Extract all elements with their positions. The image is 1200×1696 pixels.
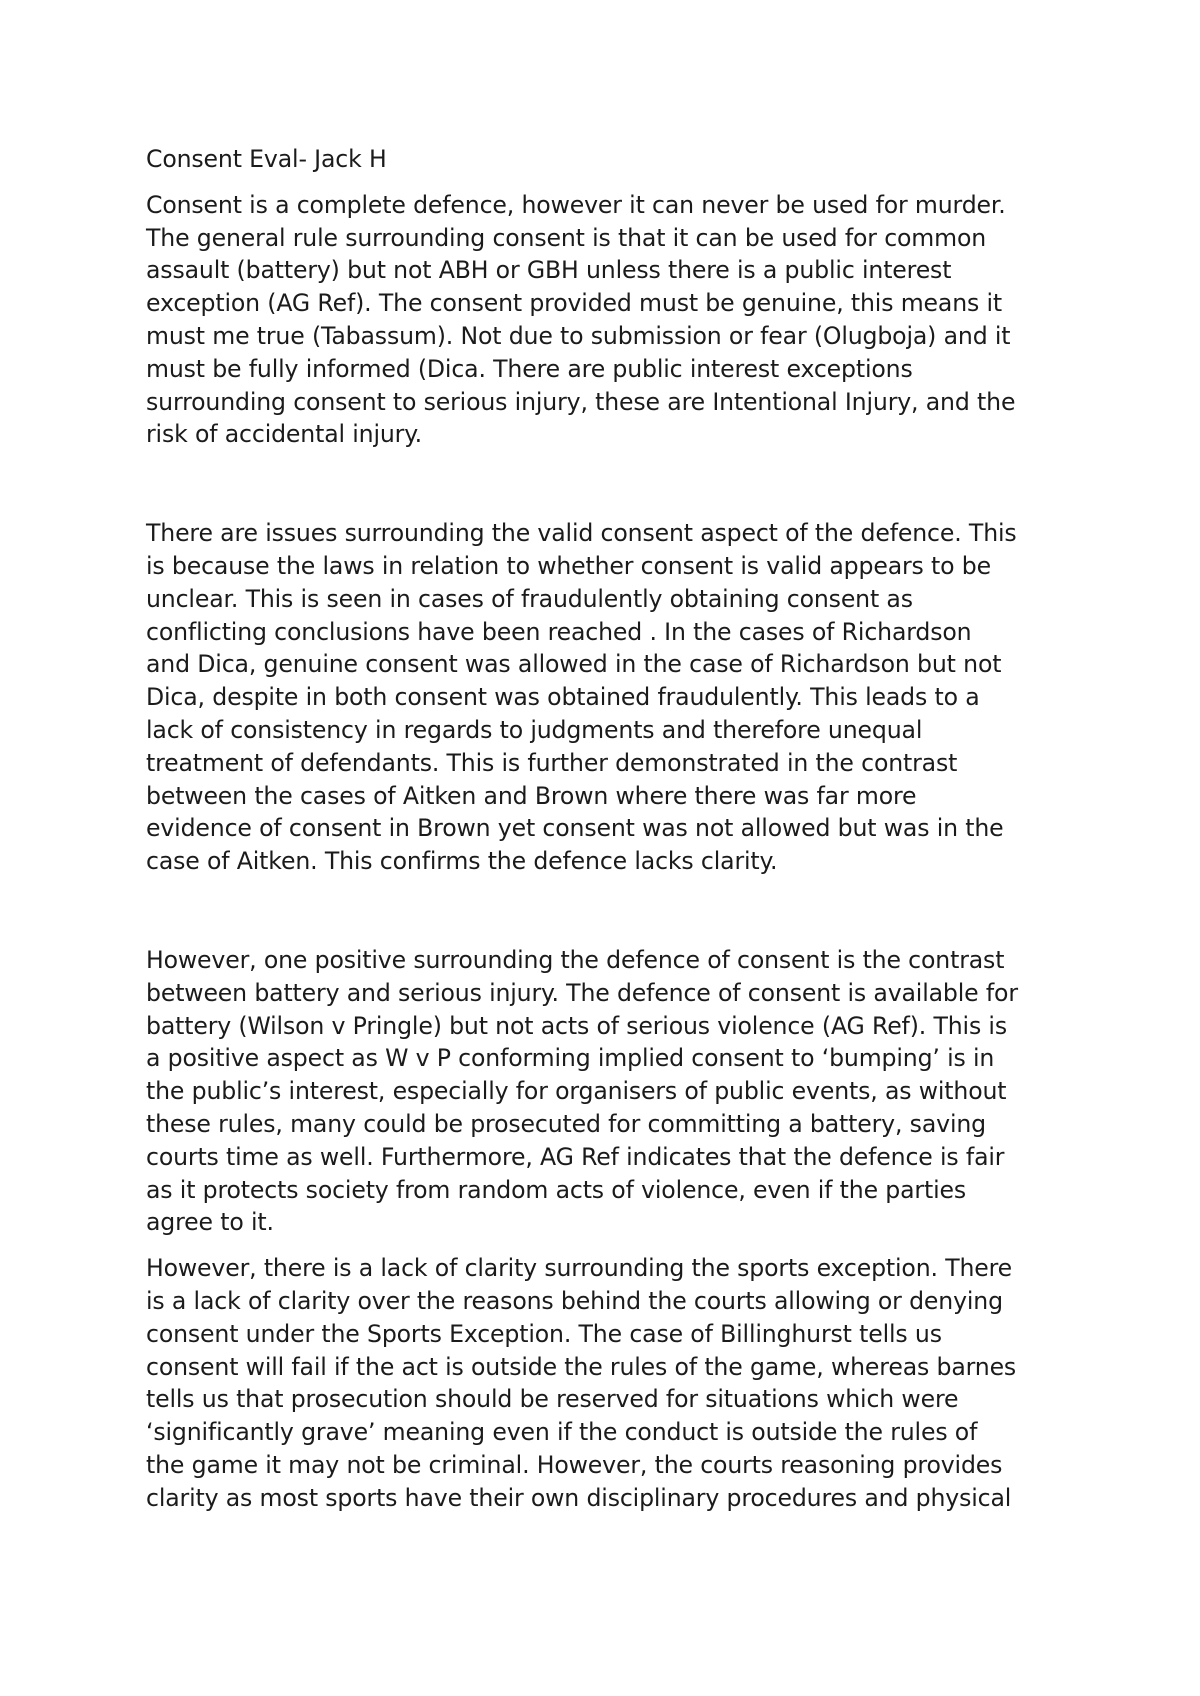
paragraph-spacer <box>146 451 1066 517</box>
document-body <box>146 143 1066 1514</box>
text-line: battery (Wilson v Pringle) but not acts of serious violence (AG Ref). This is <box>146 1011 1007 1040</box>
text-line: evidence of consent in Brown yet consent was not allowed but was in the <box>146 814 1004 843</box>
text-line: assault (battery) but not ABH or GBH unless there is a public interest <box>146 256 952 285</box>
text-line: as it protects society from random acts of violence, even if the parties <box>146 1175 966 1204</box>
text-line: However, there is a lack of clarity surrounding the sports exception. There <box>146 1254 1013 1283</box>
text-line: ‘significantly grave’ meaning even if the conduct is outside the rules of <box>146 1418 978 1447</box>
text-line: However, one positive surrounding the defence of consent is the contrast <box>146 945 1005 974</box>
text-line: the public’s interest, especially for organisers of public events, as without <box>146 1077 1007 1106</box>
text-line: consent under the Sports Exception. The case of Billinghurst tells us <box>146 1319 942 1348</box>
text-line: between battery and serious injury. The defence of consent is available for <box>146 978 1018 1007</box>
text-line: exception (AG Ref). The consent provided must be genuine, this means it <box>146 289 1003 318</box>
paragraph-4 <box>146 1252 1066 1514</box>
text-line: risk of accidental injury. <box>146 420 423 449</box>
text-line: must me true (Tabassum). Not due to submission or fear (Olugboja) and it <box>146 321 1011 350</box>
paragraph-1 <box>146 189 1066 451</box>
text-line: Consent is a complete defence, however it can never be used for murder. <box>146 190 1006 219</box>
text-line: The general rule surrounding consent is that it can be used for common <box>146 223 987 252</box>
paragraph-3 <box>146 944 1066 1239</box>
text-line: Dica, despite in both consent was obtained fraudulently. This leads to a <box>146 683 980 712</box>
paragraph-spacer <box>146 1239 1066 1252</box>
text-line: tells us that prosecution should be reserved for situations which were <box>146 1385 959 1414</box>
text-line: a positive aspect as W v P conforming implied consent to ‘bumping’ is in <box>146 1044 995 1073</box>
text-line: between the cases of Aitken and Brown where there was far more <box>146 781 917 810</box>
text-line: lack of consistency in regards to judgments and therefore unequal <box>146 715 923 744</box>
text-line: There are issues surrounding the valid consent aspect of the defence. This <box>146 519 1017 548</box>
text-line: surrounding consent to serious injury, these are Intentional Injury, and the <box>146 387 1016 416</box>
text-line: agree to it. <box>146 1208 274 1237</box>
paragraph-spacer <box>146 878 1066 944</box>
text-line: consent will fail if the act is outside the rules of the game, whereas barnes <box>146 1352 1017 1381</box>
text-line: treatment of defendants. This is further demonstrated in the contrast <box>146 748 958 777</box>
text-line: and Dica, genuine consent was allowed in the case of Richardson but not <box>146 650 1002 679</box>
text-line: these rules, many could be prosecuted for committing a battery, saving <box>146 1109 986 1138</box>
text-line: must be fully informed (Dica. There are public interest exceptions <box>146 354 913 383</box>
text-line: the game it may not be criminal. However, the courts reasoning provides <box>146 1450 1003 1479</box>
document-title: Consent Eval- Jack H <box>146 145 387 173</box>
text-line: unclear. This is seen in cases of fraudulently obtaining consent as <box>146 584 913 613</box>
text-line: is because the laws in relation to whether consent is valid appears to be <box>146 551 991 580</box>
text-line: clarity as most sports have their own disciplinary procedures and physical <box>146 1483 1012 1512</box>
paragraph-2 <box>146 517 1066 878</box>
text-line: conflicting conclusions have been reached . In the cases of Richardson <box>146 617 972 646</box>
text-line: is a lack of clarity over the reasons behind the courts allowing or denying <box>146 1286 1003 1315</box>
text-line: case of Aitken. This confirms the defence lacks clarity. <box>146 847 778 876</box>
text-line: courts time as well. Furthermore, AG Ref indicates that the defence is fair <box>146 1142 1005 1171</box>
